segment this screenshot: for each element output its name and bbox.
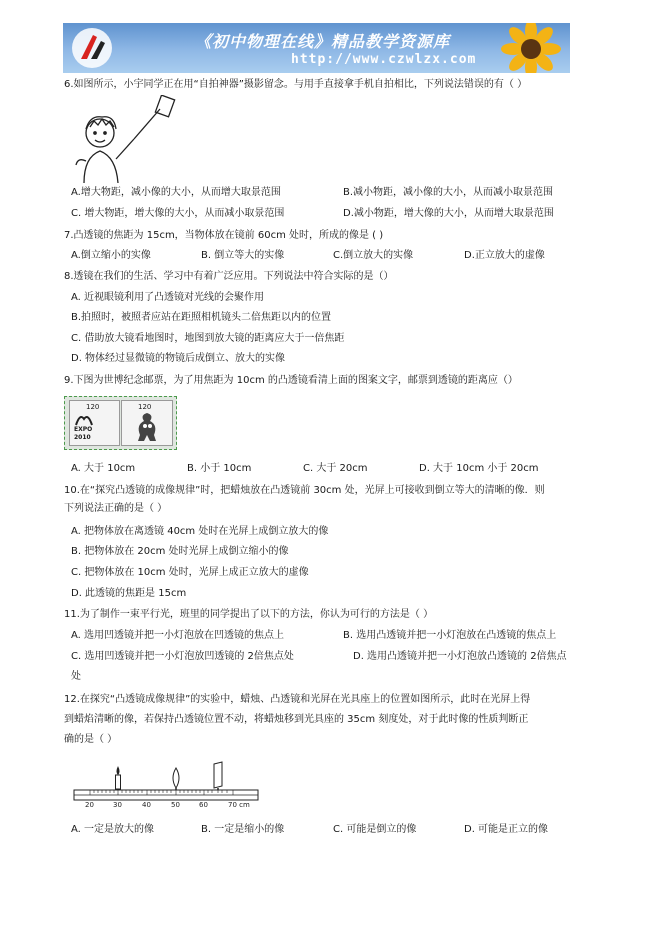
q10-option-c: C. 把物体放在 10cm 处时，光屏上成正立放大的虚像 bbox=[71, 567, 309, 578]
q9-option-b: B. 小于 10cm bbox=[187, 463, 252, 474]
banner-title: 《初中物理在线》精品教学资源库 bbox=[195, 32, 451, 51]
q11-stem: 11.为了制作一束平行光，班里的同学提出了以下的方法，你认为可行的方法是（ ） bbox=[64, 609, 434, 620]
header-banner bbox=[63, 23, 570, 73]
stamp-left bbox=[69, 400, 120, 446]
q10-option-b: B. 把物体放在 20cm 处时光屏上成倒立缩小的像 bbox=[71, 546, 289, 557]
ruler-label-30: 30 bbox=[113, 801, 122, 809]
q8-option-c: C. 借助放大镜看地图时，地图到放大镜的距离应大于一倍焦距 bbox=[71, 333, 345, 344]
stamp-right bbox=[121, 400, 173, 446]
q11-option-c: C. 选用凹透镜并把一小灯泡放凹透镜的 2倍焦点处 bbox=[71, 651, 294, 662]
expo-mascot-icon bbox=[132, 411, 162, 443]
ruler-label-70cm: 70 cm bbox=[228, 801, 250, 809]
ruler-label-60: 60 bbox=[199, 801, 208, 809]
expo-emblem-icon bbox=[74, 411, 94, 427]
q6-option-d: D.减小物距，增大像的大小，从而增大取景范围 bbox=[343, 208, 554, 219]
q8-option-d: D. 物体经过显微镜的物镜后成倒立、放大的实像 bbox=[71, 353, 286, 364]
q12-option-c: C. 可能是倒立的像 bbox=[333, 824, 417, 835]
q7-stem: 7.凸透镜的焦距为 15cm，当物体放在镜前 60cm 处时，所成的像是 ( ) bbox=[64, 230, 384, 241]
q9-stem: 9.下图为世博纪念邮票，为了用焦距为 10cm 的凸透镜看清上面的图案文字，邮票到透镜的距离应（） bbox=[64, 375, 518, 386]
stamp-left-value: 120 bbox=[86, 403, 100, 411]
q10-option-d: D. 此透镜的焦距是 15cm bbox=[71, 588, 187, 599]
q12-option-a: A. 一定是放大的像 bbox=[71, 824, 155, 835]
q7-option-c: C.倒立放大的实像 bbox=[333, 250, 414, 261]
q12-stem-line1: 12.在探究“凸透镜成像规律”的实验中，蜡烛、凸透镜和光屏在光具座上的位置如图所示，此时在光屏上得 bbox=[64, 694, 531, 705]
expo-stamp-image bbox=[64, 396, 177, 450]
q11-option-a: A. 选用凹透镜并把一小灯泡放在凹透镜的焦点上 bbox=[71, 630, 285, 641]
light-screen-icon bbox=[214, 762, 222, 791]
q9-option-c: C. 大于 20cm bbox=[303, 463, 368, 474]
ruler-labels bbox=[85, 801, 250, 809]
q12-stem-line2: 到蜡焰清晰的像，若保持凸透镜位置不动，将蜡烛移到光具座的 35cm 刻度处，对于此时像的性质判断正 bbox=[64, 714, 529, 725]
banner-url: http://www.czwlzx.com bbox=[291, 52, 477, 67]
sunflower-icon bbox=[491, 23, 570, 73]
site-logo-icon bbox=[71, 27, 113, 69]
q11-option-b: B. 选用凸透镜并把一小灯泡放在凸透镜的焦点上 bbox=[343, 630, 557, 641]
stamp-year-text: 2010 bbox=[74, 434, 91, 441]
q7-option-d: D.正立放大的虚像 bbox=[464, 250, 545, 261]
q8-option-b: B.拍照时，被照者应站在距照相机镜头二倍焦距以内的位置 bbox=[71, 312, 332, 323]
q11-option-d-continued: 处 bbox=[71, 671, 81, 682]
q6-option-b: B.减小物距，减小像的大小，从而减小取景范围 bbox=[343, 187, 554, 198]
q8-stem: 8.透镜在我们的生活、学习中有着广泛应用。下列说法中符合实际的是（） bbox=[64, 271, 394, 282]
q7-option-b: B. 倒立等大的实像 bbox=[201, 250, 285, 261]
q10-option-a: A. 把物体放在离透镜 40cm 处时在光屏上成倒立放大的像 bbox=[71, 526, 329, 537]
q9-option-a: A. 大于 10cm bbox=[71, 463, 136, 474]
q9-option-d: D. 大于 10cm 小于 20cm bbox=[419, 463, 539, 474]
q6-option-a: A.增大物距，减小像的大小，从而增大取景范围 bbox=[71, 187, 281, 198]
ruler-label-20: 20 bbox=[85, 801, 94, 809]
q12-option-b: B. 一定是缩小的像 bbox=[201, 824, 285, 835]
q6-option-c: C. 增大物距，增大像的大小，从而减小取景范围 bbox=[71, 208, 285, 219]
optical-bench-diagram bbox=[72, 758, 262, 810]
q7-option-a: A.倒立缩小的实像 bbox=[71, 250, 151, 261]
q6-stem: 6.如图所示，小宇同学正在用“自拍神器”摄影留念。与用手直接拿手机自拍相比，下列说法错误的有（ ） bbox=[64, 79, 528, 90]
q12-option-d: D. 可能是正立的像 bbox=[464, 824, 549, 835]
candle-icon bbox=[116, 766, 121, 789]
stamp-right-value: 120 bbox=[138, 403, 152, 411]
ruler-label-40: 40 bbox=[142, 801, 151, 809]
q8-option-a: A. 近视眼镜利用了凸透镜对光线的会聚作用 bbox=[71, 292, 265, 303]
q11-option-d: D. 选用凸透镜并把一小灯泡放凸透镜的 2倍焦点 bbox=[353, 651, 567, 662]
q12-stem-line3: 确的是（ ） bbox=[64, 734, 118, 745]
q10-stem-line1: 10.在“探究凸透镜的成像规律”时，把蜡烛放在凸透镜前 30cm 处，光屏上可接收到倒立等大的清晰的像．则 bbox=[64, 485, 545, 496]
lens-icon bbox=[173, 768, 179, 791]
ruler-label-50: 50 bbox=[171, 801, 180, 809]
stamp-expo-text: EXPO bbox=[74, 426, 93, 433]
q10-stem-line2: 下列说法正确的是（ ） bbox=[64, 503, 168, 514]
selfie-stick-illustration bbox=[64, 95, 182, 185]
